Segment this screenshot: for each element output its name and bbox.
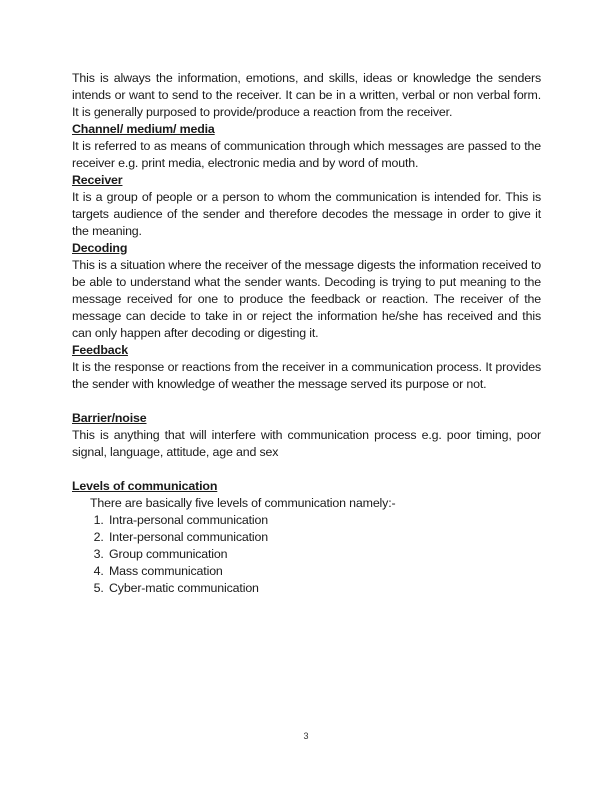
list-item: 1. Intra-personal communication [107,512,541,529]
intro-paragraph: This is always the information, emotions, and skills, ideas or knowledge the senders intends or want to send to the receiver. It can be in a written, verbal or non verbal form. It is generally purposed to provide/produce a reaction from the receiver. [72,71,541,119]
document-page [72,70,541,597]
spacer [72,461,541,478]
list-item: 2. Inter-personal communication [107,529,541,546]
levels-list [72,512,541,597]
heading-receiver: Receiver [72,173,123,187]
page-number: 3 [303,731,309,741]
heading-feedback: Feedback [72,343,128,357]
heading-decoding: Decoding [72,241,128,255]
heading-barrier: Barrier/noise [72,411,147,425]
paragraph-receiver: It is a group of people or a person to whom the communication is intended for. This is targets audience of the sender and therefore decodes the message in order to give it the meaning. [72,190,541,238]
paragraph-feedback: It is the response or reactions from the receiver in a communication process. It provides the sender with knowledge of weather the message served its purpose or not. [72,360,541,391]
paragraph-barrier: This is anything that will interfere with communication process e.g. poor timing, poor signal, language, attitude, age and sex [72,428,541,459]
list-item: 5. Cyber-matic communication [107,580,541,597]
paragraph-decoding: This is a situation where the receiver of the message digests the information received to be able to understand what the sender wants. Decoding is trying to put meaning to the message received for one to produce the feedback or reaction. The receiver of the message can decide to take in or reject the information he/she has received and this can only happen after decoding or digesting it. [72,258,541,340]
heading-channel: Channel/ medium/ media [72,122,215,136]
levels-intro: There are basically five levels of communication namely:- [90,496,396,510]
list-item: 3. Group communication [107,546,541,563]
spacer [72,393,541,410]
paragraph-channel: It is referred to as means of communication through which messages are passed to the receiver e.g. print media, electronic media and by word of mouth. [72,139,541,170]
list-item: 4. Mass communication [107,563,541,580]
heading-levels: Levels of communication [72,479,218,493]
